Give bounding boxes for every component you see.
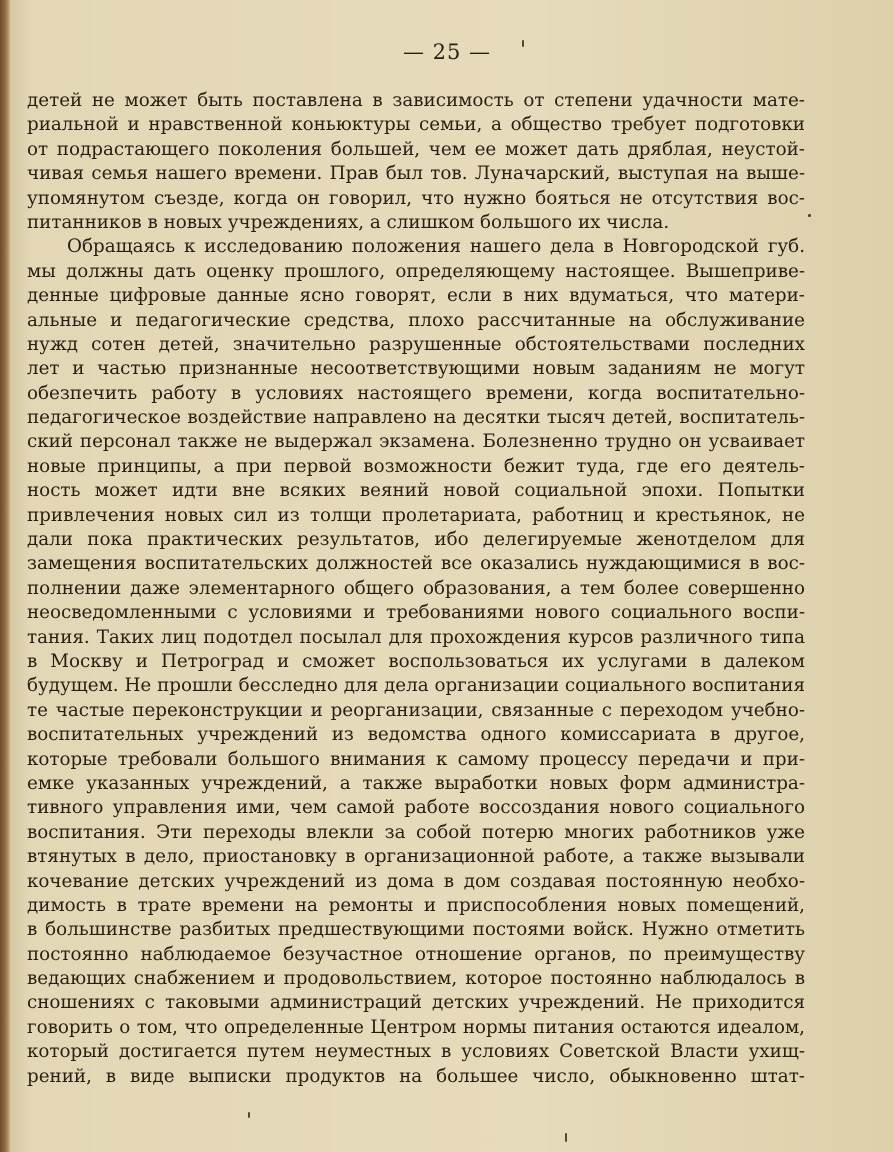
text-line: детей не может быть поставлена в зависимость от степени удачности мате- [27, 90, 805, 111]
text-line: привлечения новых сил из толщи пролетариата, работниц и крестьянок, не [27, 504, 805, 526]
text-line: денные цифровые данные ясно говорят, если в них вдуматься, что матери- [27, 285, 805, 307]
text-line: кочевание детских учреждений из дома в дом создавая постоянную необхо- [27, 870, 805, 892]
text-line: ведающих снабжением и продовольствием, которое постоянно наблюдалось в [27, 968, 805, 990]
text-line: постоянно наблюдаемое безучастное отношение органов, по преимуществу [27, 943, 805, 965]
text-line: емке указанных учреждений, а также выработки новых форм администра- [27, 772, 805, 794]
text-line: которые требовали большого внимания к самому процессу передачи и при- [27, 748, 805, 770]
text-line: от подрастающего поколения большей, чем ее может дать дряблая, неустой- [27, 138, 805, 160]
text-line: те частые переконструкции и реорганизации, связанные с переходом учебно- [27, 699, 805, 721]
text-line: тивного управления ими, чем самой работе воссоздания нового социального [27, 797, 805, 819]
scan-speck [808, 214, 811, 217]
text-line: в большинстве разбитых предшествующими постоями войск. Нужно отметить [27, 919, 805, 941]
text-line: чивая семья нашего времени. Прав был тов. Луначарский, выступая на выше- [27, 163, 805, 185]
text-line: альные и педагогические средства, плохо рассчитанные на обслуживание [27, 309, 805, 331]
text-line: говорить о том, что определенные Центром нормы питания остаются идеалом, [27, 1016, 805, 1038]
text-line: сношениях с таковыми администраций детских учреждений. Не приходится [27, 992, 805, 1014]
text-line: димость в трате времени на ремонты и приспособления новых помещений, [27, 894, 805, 916]
body-text [27, 89, 805, 1089]
text-line: будущем. Не прошли бесследно для дела организации социального воспитания [27, 675, 805, 697]
text-line: замещения воспитательских должностей все оказались нуждающимися в вос- [27, 553, 805, 575]
page-number: — 25 — [402, 40, 492, 64]
text-line: риальной и нравственной коньюктуры семьи, а общество требует подготовки [27, 114, 805, 136]
text-line: упомянутом съезде, когда он говорил, что нужно бояться не отсутствия вос- [27, 187, 805, 209]
text-line: воспитания. Эти переходы влекли за собой потерю многих работников уже [27, 821, 805, 843]
scan-speck [522, 40, 524, 47]
text-line-paragraph-end: питанников в новых учреждениях, а слишком большого их числа. [27, 211, 670, 233]
text-line: ность может идти вне всяких веяний новой социальной эпохи. Попытки [27, 480, 805, 502]
text-line: в Москву и Петроград и сможет воспользоваться их услугами в далеком [27, 650, 805, 672]
text-line: лет и частью признанные несоответствующими новым заданиям не могут [27, 358, 805, 380]
scan-speck [565, 1133, 567, 1142]
text-line: обезпечить работу в условиях настоящего времени, когда воспитательно- [27, 382, 805, 404]
text-line: втянутых в дело, приостановку в организационной работе, а также вызывали [27, 846, 805, 868]
book-binding-edge [0, 0, 10, 1152]
text-line: тания. Таких лиц подотдел посылал для прохождения курсов различного типа [27, 626, 805, 648]
text-line: мы должны дать оценку прошлого, определяющему настоящее. Вышеприве- [27, 260, 805, 282]
text-line: новые принципы, а при первой возможности бежит туда, где его деятель- [27, 455, 805, 477]
text-line: воспитательных учреждений из ведомства одного комиссариата в другое, [27, 724, 805, 746]
text-line: рений, в виде выписки продуктов на большее число, обыкновенно штат- [27, 1065, 805, 1087]
text-line: ский персонал также не выдержал экзамена. Болезненно трудно он усваивает [27, 431, 805, 453]
scan-speck [248, 1112, 250, 1118]
text-line: педагогическое воздействие направлено на десятки тысяч детей, воспитатель- [27, 407, 805, 429]
text-line: дали пока практических результатов, ибо делегируемые женотделом для [27, 529, 805, 551]
text-line: полнении даже элементарного общего образования, а тем более совершенно [27, 577, 805, 599]
text-line-paragraph-start: Обращаясь к исследованию положения нашего дела в Новгородской губ. [67, 236, 805, 258]
text-line: который достигается путем неуместных в условиях Советской Власти ухищ- [27, 1041, 805, 1063]
text-line: неосведомленными с условиями и требованиями нового социального воспи- [27, 602, 805, 624]
text-line: нужд сотен детей, значительно разрушенные обстоятельствами последних [27, 333, 805, 355]
